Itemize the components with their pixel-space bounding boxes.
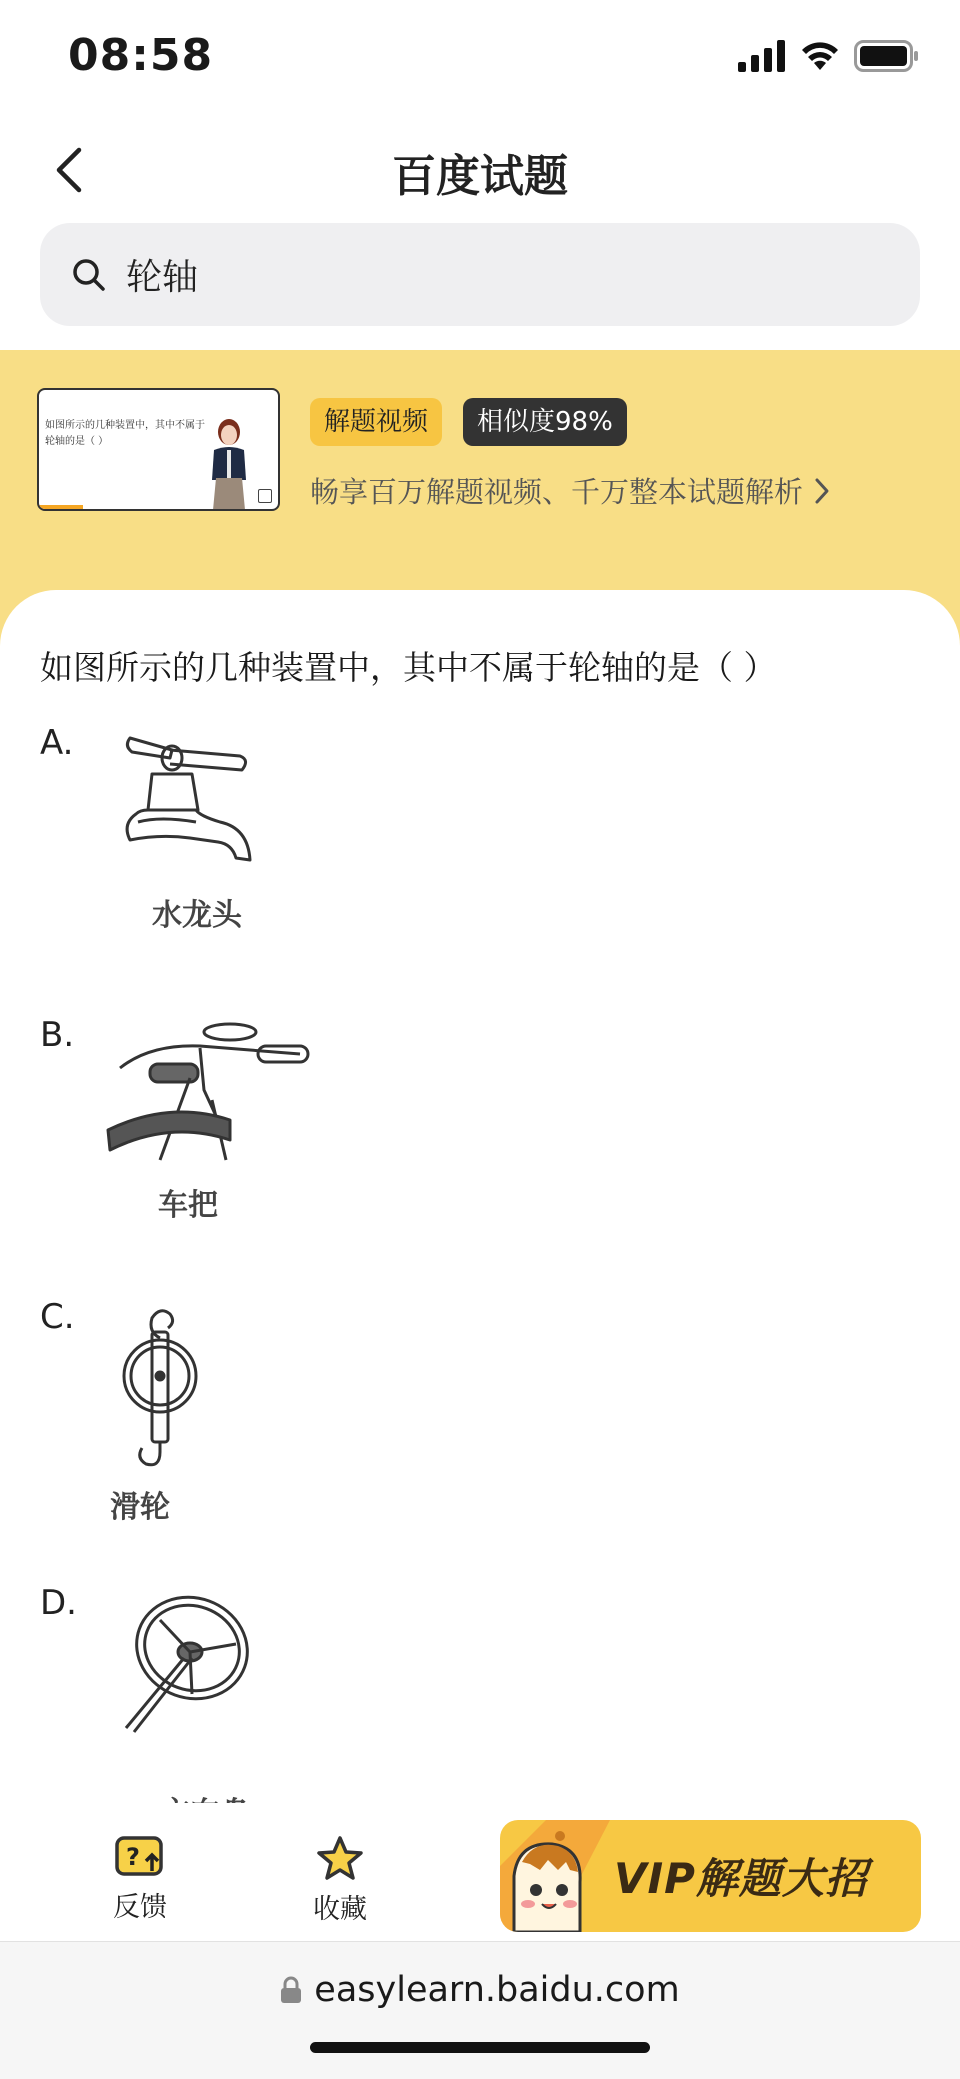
- url-field[interactable]: [0, 1970, 960, 2010]
- option-c-label[interactable]: C.: [40, 1297, 75, 1337]
- question-card: [0, 590, 960, 1820]
- vip-label: VIP解题大招: [614, 1854, 868, 1903]
- video-progress-bar: [39, 505, 83, 509]
- search-input[interactable]: [40, 223, 920, 326]
- star-icon: [316, 1835, 364, 1881]
- steering-wheel-icon: [112, 1590, 262, 1740]
- favorite-label: 收藏: [313, 1894, 367, 1925]
- battery-icon: [854, 40, 920, 72]
- feedback-button[interactable]: [90, 1835, 190, 1924]
- svg-text:?: ?: [126, 1843, 140, 1871]
- option-a-caption: 水龙头: [152, 898, 242, 933]
- wifi-icon: [800, 40, 840, 72]
- home-indicator[interactable]: [310, 2042, 650, 2053]
- thumbnail-question-text: 如图所示的几种装置中，其中不属于轮轴的是（ ）: [45, 420, 205, 447]
- option-d-figure[interactable]: [112, 1590, 272, 1820]
- nav-bar: [0, 120, 960, 220]
- chevron-right-icon: [813, 476, 831, 506]
- status-bar: [0, 0, 960, 120]
- similarity-badge: 相似度98%: [463, 398, 627, 446]
- search-query: 轮轴: [126, 257, 199, 298]
- pulley-icon: [108, 1302, 218, 1472]
- option-a-figure[interactable]: [100, 730, 270, 940]
- promo-description-link[interactable]: [310, 470, 831, 511]
- faucet-icon: [100, 730, 270, 870]
- option-a-label[interactable]: A.: [40, 723, 74, 763]
- search-icon: [72, 258, 106, 292]
- browser-url-bar[interactable]: [0, 1941, 960, 2079]
- status-time: 08:58: [68, 30, 214, 81]
- question-text: 如图所示的几种装置中，其中不属于轮轴的是（ ）: [40, 648, 777, 687]
- url-text: easylearn.baidu.com: [314, 1970, 680, 2010]
- option-b-caption: 车把: [158, 1188, 218, 1223]
- status-icons: [738, 40, 920, 72]
- option-d-label[interactable]: D.: [40, 1583, 77, 1623]
- feedback-icon: [114, 1835, 166, 1879]
- option-c-figure[interactable]: [108, 1302, 228, 1542]
- bicycle-handlebar-icon: [100, 1020, 310, 1170]
- cellular-signal-icon: [738, 40, 786, 72]
- teacher-avatar-icon: [209, 418, 249, 511]
- vip-button[interactable]: [500, 1820, 921, 1932]
- page-title: 百度试题: [392, 151, 568, 202]
- option-b-figure[interactable]: [100, 1020, 310, 1230]
- expand-icon: [258, 489, 272, 503]
- feedback-label: 反馈: [113, 1892, 167, 1923]
- option-b-label[interactable]: B.: [40, 1015, 75, 1055]
- option-c-caption: 滑轮: [110, 1490, 170, 1525]
- video-thumbnail[interactable]: [37, 388, 280, 511]
- favorite-button[interactable]: [290, 1835, 390, 1926]
- video-tag: 解题视频: [310, 398, 442, 446]
- promo-description: 畅享百万解题视频、千万整本试题解析: [310, 475, 804, 509]
- mascot-icon: [500, 1820, 610, 1932]
- lock-icon: [280, 1976, 302, 2004]
- bottom-action-bar: [0, 1803, 960, 1941]
